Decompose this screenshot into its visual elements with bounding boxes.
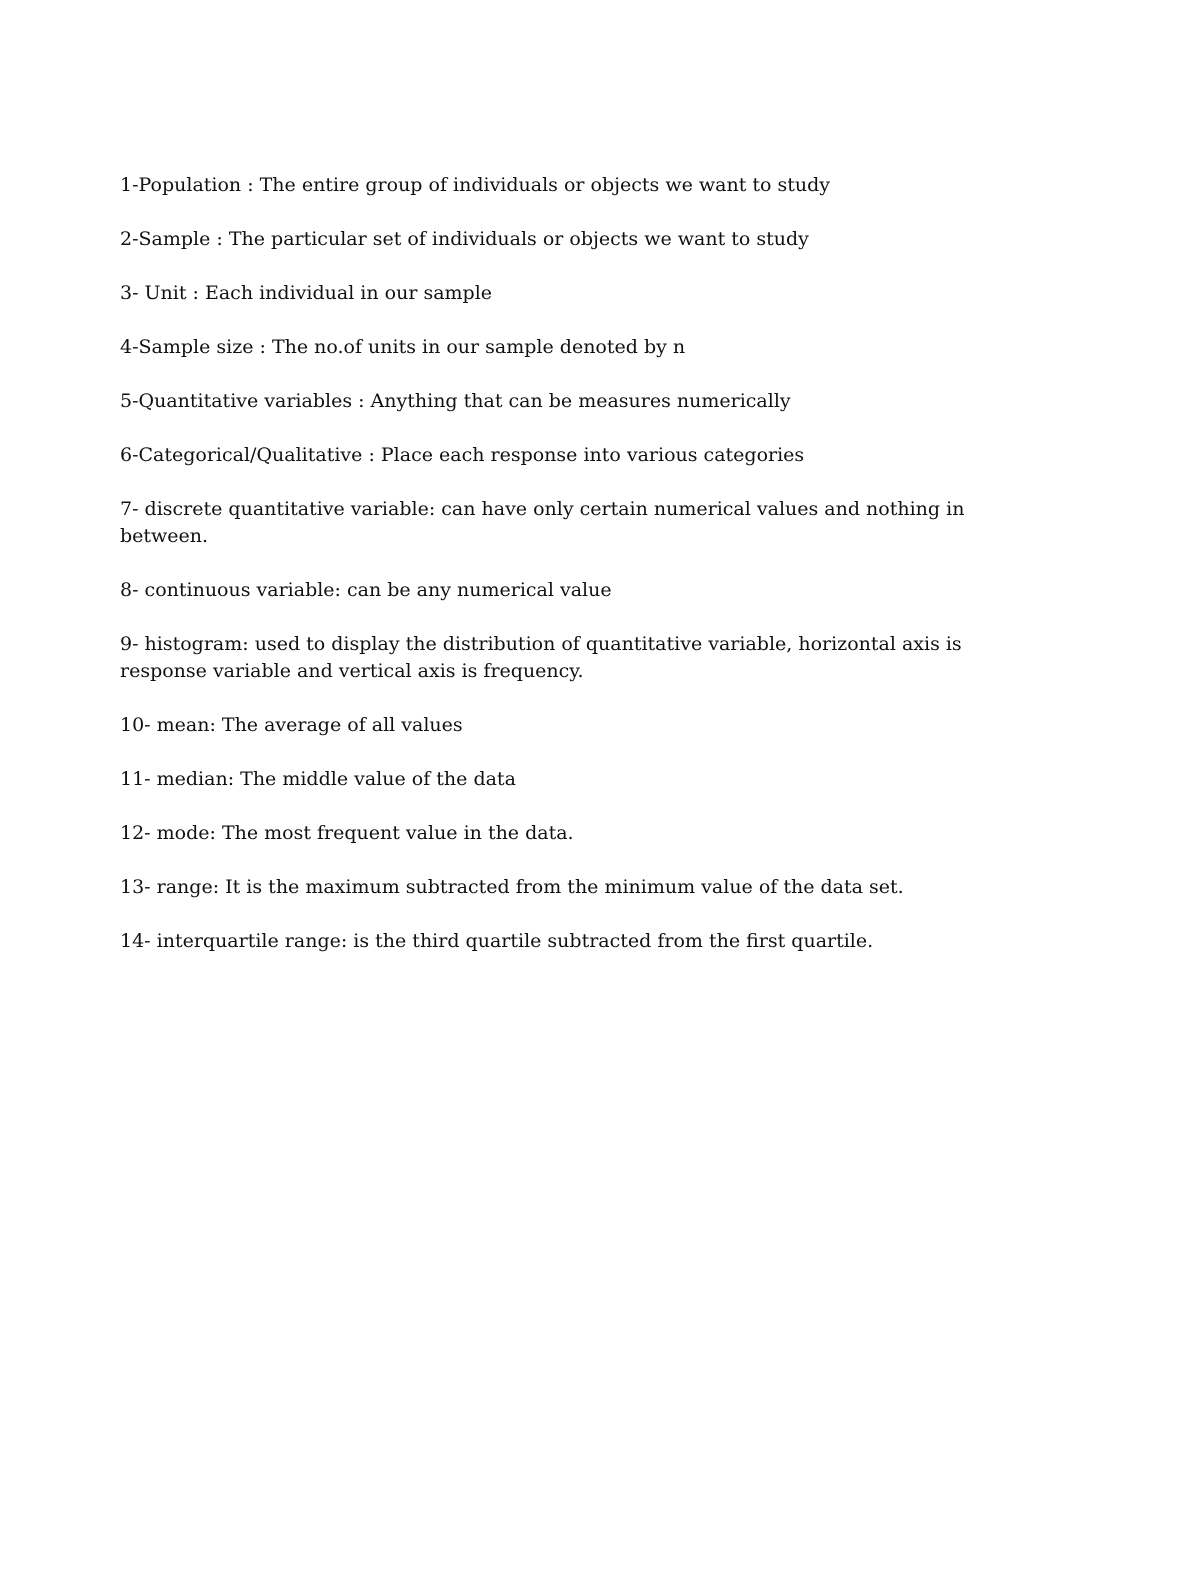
definition-range: 13- range: It is the maximum subtracted from the minimum value of the data set.	[120, 876, 904, 898]
definition-median: 11- median: The middle value of the data	[120, 768, 516, 790]
document-body	[120, 172, 1050, 982]
definition-discrete-quantitative-variable: 7- discrete quantitative variable: can have only certain numerical values and nothing in between.	[120, 498, 965, 547]
definition-population: 1-Population : The entire group of individuals or objects we want to study	[120, 174, 831, 196]
definition-quantitative-variables: 5-Quantitative variables : Anything that can be measures numerically	[120, 390, 791, 412]
definition-categorical-qualitative: 6-Categorical/Qualitative : Place each response into various categories	[120, 444, 805, 466]
definition-continuous-variable: 8- continuous variable: can be any numerical value	[120, 579, 612, 601]
definition-unit: 3- Unit : Each individual in our sample	[120, 282, 493, 304]
definition-mode: 12- mode: The most frequent value in the data.	[120, 822, 574, 844]
definition-histogram: 9- histogram: used to display the distribution of quantitative variable, horizontal axis is response variable and vertical axis is frequency.	[120, 633, 962, 682]
definition-interquartile-range: 14- interquartile range: is the third quartile subtracted from the first quartile.	[120, 930, 874, 952]
definition-mean: 10- mean: The average of all values	[120, 714, 463, 736]
definition-sample-size: 4-Sample size : The no.of units in our sample denoted by n	[120, 336, 686, 358]
definition-sample: 2-Sample : The particular set of individuals or objects we want to study	[120, 228, 809, 250]
